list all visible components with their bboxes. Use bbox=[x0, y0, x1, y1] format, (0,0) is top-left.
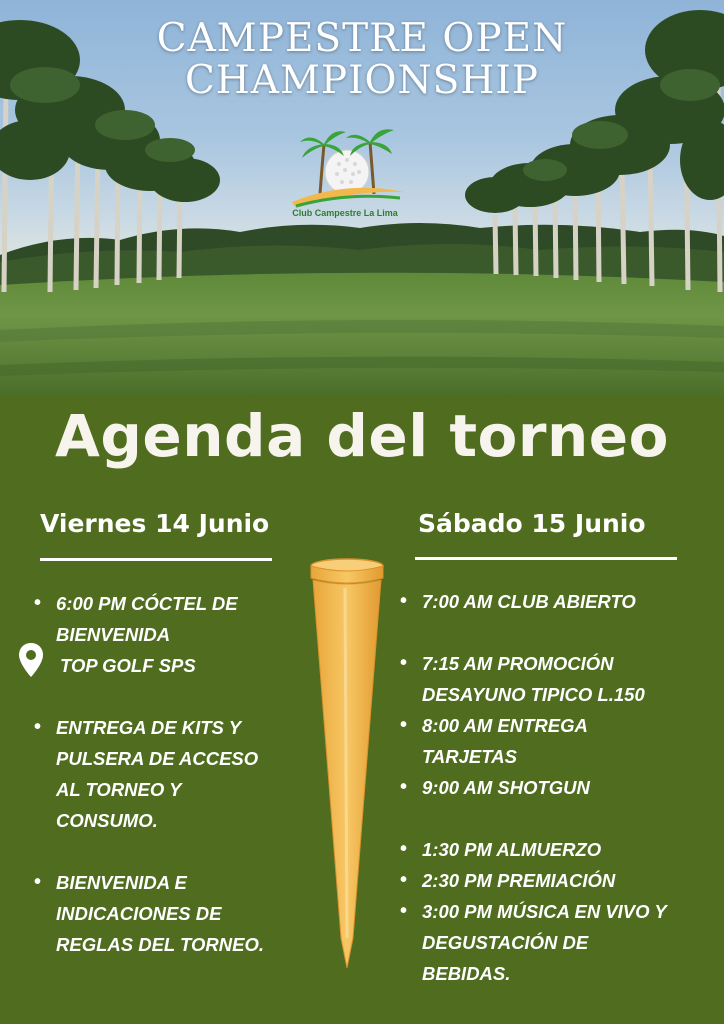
location-label: TOP GOLF SPS bbox=[60, 655, 196, 676]
list-item bbox=[400, 648, 720, 679]
list-item-continuation bbox=[400, 927, 720, 958]
friday-divider bbox=[40, 558, 272, 561]
item-line: DESAYUNO TIPICO L.150 bbox=[422, 684, 645, 705]
item-line: 6:00 PM CÓCTEL DE bbox=[56, 593, 238, 614]
item-line: 8:00 AM ENTREGA bbox=[422, 715, 588, 736]
spacer bbox=[400, 803, 720, 834]
item-line: 1:30 PM ALMUERZO bbox=[422, 839, 602, 860]
item-line: AL TORNEO Y bbox=[56, 779, 182, 800]
list-item bbox=[400, 834, 720, 865]
item-line: DEGUSTACIÓN DE bbox=[422, 932, 589, 953]
list-item-continuation bbox=[34, 743, 324, 774]
item-line: REGLAS DEL TORNEO. bbox=[56, 934, 264, 955]
list-item-continuation bbox=[400, 958, 720, 989]
list-item bbox=[400, 772, 720, 803]
hero-banner bbox=[0, 0, 724, 395]
event-title bbox=[0, 18, 724, 102]
item-line: BIENVENIDA bbox=[56, 624, 171, 645]
item-line: 7:00 AM CLUB ABIERTO bbox=[422, 591, 636, 612]
list-item bbox=[34, 588, 324, 619]
map-pin-icon bbox=[18, 642, 44, 678]
item-line: TARJETAS bbox=[422, 746, 517, 767]
item-line: INDICACIONES DE bbox=[56, 903, 222, 924]
item-line: BEBIDAS. bbox=[422, 963, 511, 984]
list-item-continuation bbox=[34, 619, 324, 650]
agenda-title: Agenda del torneo bbox=[55, 402, 669, 470]
item-line: CONSUMO. bbox=[56, 810, 158, 831]
spacer bbox=[34, 681, 324, 712]
list-item-continuation bbox=[400, 741, 720, 772]
list-item-continuation bbox=[34, 774, 324, 805]
list-item bbox=[400, 896, 720, 927]
location-item bbox=[34, 650, 324, 681]
saturday-heading: Sábado 15 Junio bbox=[418, 509, 646, 538]
list-item bbox=[400, 710, 720, 741]
item-line: PULSERA DE ACCESO bbox=[56, 748, 259, 769]
saturday-divider bbox=[415, 557, 677, 560]
friday-heading: Viernes 14 Junio bbox=[40, 509, 270, 538]
item-line: 2:30 PM PREMIACIÓN bbox=[422, 870, 616, 891]
item-line: ENTREGA DE KITS Y bbox=[56, 717, 242, 738]
event-title-line-1: CAMPESTRE OPEN bbox=[156, 16, 568, 61]
list-item-continuation bbox=[34, 898, 324, 929]
item-line: BIENVENIDA E bbox=[56, 872, 187, 893]
list-item bbox=[34, 867, 324, 898]
event-title-line-2: CHAMPIONSHIP bbox=[184, 58, 540, 103]
spacer bbox=[400, 617, 720, 648]
item-line: 3:00 PM MÚSICA EN VIVO Y bbox=[422, 901, 667, 922]
list-item bbox=[400, 586, 720, 617]
friday-agenda-list bbox=[34, 588, 324, 960]
list-item-continuation bbox=[34, 805, 324, 836]
spacer bbox=[34, 836, 324, 867]
list-item-continuation bbox=[34, 929, 324, 960]
saturday-agenda-list bbox=[400, 586, 720, 989]
golf-tee-illustration bbox=[309, 558, 385, 970]
item-line: 9:00 AM SHOTGUN bbox=[422, 777, 590, 798]
list-item bbox=[400, 865, 720, 896]
club-logo-text: Club Campestre La Lima bbox=[292, 208, 398, 218]
item-line: 7:15 AM PROMOCIÓN bbox=[422, 653, 614, 674]
list-item-continuation bbox=[400, 679, 720, 710]
list-item bbox=[34, 712, 324, 743]
